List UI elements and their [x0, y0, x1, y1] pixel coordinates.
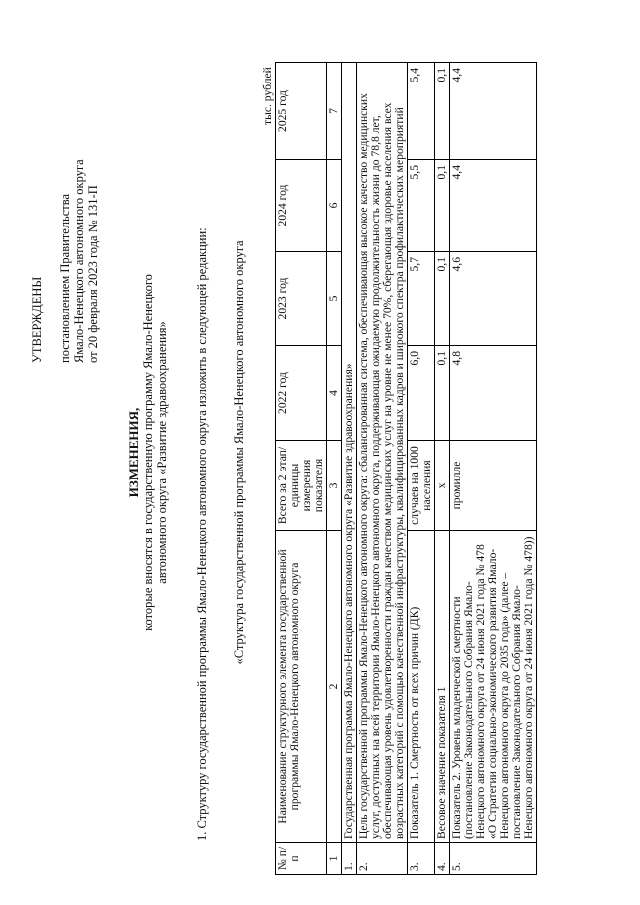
header-num: № п/п: [276, 843, 327, 875]
value-2022: 4,8: [450, 346, 537, 441]
units-label: тыс. рублей: [261, 67, 274, 125]
document-subtitle-line-1: которые вносятся в государственную программу Ямало-Ненецкого: [141, 274, 155, 631]
value-2023: 0,1: [435, 252, 450, 346]
header-2022: 2022 год: [276, 346, 327, 441]
indicator-name: Показатель 1. Смертность от всех причин (ДК): [408, 531, 435, 843]
value-2025: 4,4: [450, 63, 537, 160]
header-element-name: Наименование структурного элемента государственной программы Ямало-Ненецкого автономного округа: [276, 531, 327, 843]
indicator-unit: х: [435, 441, 450, 531]
table-row: [342, 63, 357, 875]
col-number: 4: [327, 346, 342, 441]
col-number: 2: [327, 531, 342, 843]
indicator-name: Показатель 2. Уровень младенческой смертности (постановление Законодательного Собрания Ямало-Ненецкого автономного округа от 24 июня 2021 года № 478 «О Стратегии социально-экономического развития Ямало-Ненецкого автономного округа до 2035 года» (далее – постановление Законодательного Собрания Ямало-Ненецкого автономного округа от 24 июня 2021 года № 478)): [450, 531, 537, 843]
row-num: 4.: [435, 843, 450, 875]
col-number: 7: [327, 63, 342, 160]
column-number-row: [327, 63, 342, 875]
value-2023: 4,6: [450, 252, 537, 346]
program-title-cell: Государственная программа Ямало-Ненецкого автономного округа «Развитие здравоохранения»: [342, 63, 357, 843]
table-row: [357, 63, 408, 875]
approval-heading: УТВЕРЖДЕНЫ: [30, 276, 44, 363]
header-2023: 2023 год: [276, 252, 327, 346]
approval-line-2: Ямало-Ненецкого автономного округа: [72, 159, 86, 363]
value-2024: 5,5: [408, 160, 435, 252]
value-2022: 6,0: [408, 346, 435, 441]
value-2025: 0,1: [435, 63, 450, 160]
indicator-unit: промилле: [450, 441, 537, 531]
value-2025: 5,4: [408, 63, 435, 160]
approval-line-1: постановлением Правительства: [58, 193, 72, 363]
value-2024: 0,1: [435, 160, 450, 252]
col-number: 3: [327, 441, 342, 531]
table-header-row: [276, 63, 327, 875]
document-title: ИЗМЕНЕНИЯ,: [126, 407, 141, 498]
table-row: [435, 63, 450, 875]
col-number: 1: [327, 843, 342, 875]
row-num: 1.: [342, 843, 357, 875]
row-num: 5.: [450, 843, 537, 875]
value-2024: 4,4: [450, 160, 537, 252]
value-2022: 0,1: [435, 346, 450, 441]
table-row: [408, 63, 435, 875]
structure-title: «Структура государственной программы Ямало-Ненецкого автономного округа: [232, 240, 246, 665]
row-num: 2.: [357, 843, 408, 875]
indicator-unit: случаев на 1000 населения: [408, 441, 435, 531]
document-subtitle-line-2: автономного округа «Развитие здравоохранения»: [155, 321, 169, 584]
header-2025: 2025 год: [276, 63, 327, 160]
col-number: 6: [327, 160, 342, 252]
structure-table: [275, 62, 537, 875]
indicator-name: Весовое значение показателя 1: [435, 531, 450, 843]
program-goal-cell: Цель государственной программы Ямало-Ненецкого автономного округа: сбалансированная система, обеспечивающая высокое качество медицинских услуг, доступных на всей территории Ямало-Ненецкого автономного округа, поддерживающая ожидаемую продолжительность жизни до 78,8 лет, обеспечивающая уровень удовлетворенности граждан качеством медицинских услуг на уровне не менее 70%, сберегающая здоровье населения всех возрастных категорий с помощью качественной инфраструктуры, квалифицированных кадров и широкого спектра профилактических мероприятий: [357, 63, 408, 843]
row-num: 3.: [408, 843, 435, 875]
header-2024: 2024 год: [276, 160, 327, 252]
table-row: [450, 63, 537, 875]
col-number: 5: [327, 252, 342, 346]
approval-line-3: от 20 февраля 2023 года № 131-П: [86, 185, 100, 363]
item-1-text: 1. Структуру государственной программы Ямало-Ненецкого автономного округа изложить в следующей редакции:: [195, 227, 209, 841]
header-total-unit: Всего за 2 этап/ единицы измерения показателя: [276, 441, 327, 531]
approval-stamp: [30, 33, 100, 363]
value-2023: 5,7: [408, 252, 435, 346]
